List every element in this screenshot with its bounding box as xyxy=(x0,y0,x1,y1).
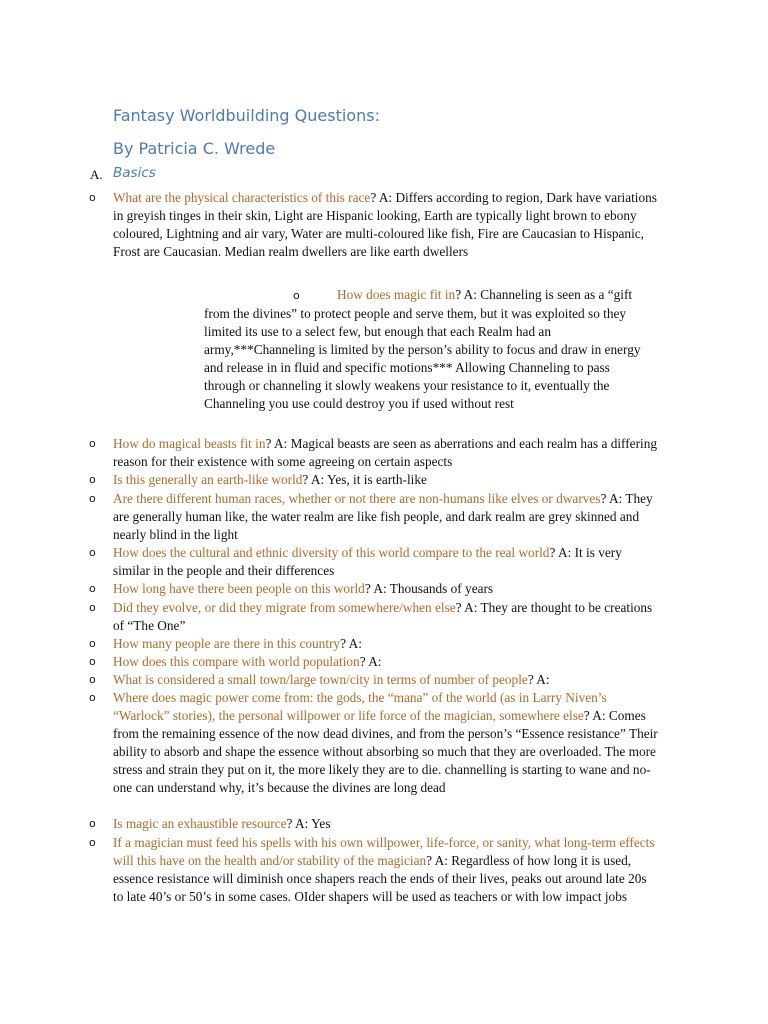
document-author: By Patricia C. Wrede xyxy=(113,139,276,158)
question-text: How long have there been people on this world xyxy=(113,581,365,596)
list-item xyxy=(89,189,658,261)
answer-text: ? A: xyxy=(359,654,382,669)
list-item xyxy=(89,653,658,671)
answer-text: ? A: Regardless of how long it is used, essence resistance will diminish once shapers reach the ends of their lives, peaks out around late 20s to late 40’s or 50’s in some cases. OIder shapers will be used as teachers or with low impact jobs xyxy=(113,853,647,904)
answer-text: ? A: xyxy=(527,672,550,687)
answer-text: ? A: Magical beasts are seen as aberrations and each realm has a differing reason for their existence with some agreeing on certain aspects xyxy=(113,436,657,469)
bullet-icon: o xyxy=(89,673,96,686)
list-item xyxy=(89,471,658,489)
list-item xyxy=(89,815,658,833)
bullet-icon: o xyxy=(89,492,96,505)
list-item xyxy=(89,544,658,580)
list-item xyxy=(89,599,658,635)
list-item xyxy=(89,580,658,598)
list-item xyxy=(89,635,658,653)
question-text: Did they evolve, or did they migrate from somewhere/when else xyxy=(113,600,456,615)
bullet-icon: o xyxy=(89,817,96,830)
list-item: o How does magic fit in? A: Channeling is seen as a “gift from the divines” to protect people and serve them, but it was exploited so they limited its use to a select few, but enough that each Realm had an army,***Channeling is limited by the person’s ability to focus and draw in energy and release in in fluid and specific motions*** Allowing Channeling to pass through or channeling it slowly weakens your resistance to it, eventually the Channeling you use could destroy you if used without rest xyxy=(204,287,641,411)
bullet-icon: o xyxy=(89,836,96,849)
question-text: Where does magic power come from: the gods, the “mana” of the world (as in Larry Niven’s “Warlock” stories), the personal willpower or life force of the magician, somewhere else xyxy=(113,690,607,723)
answer-text: ? A: It is very similar in the people and their differences xyxy=(113,545,622,578)
bullet-icon: o xyxy=(89,473,96,486)
bullet-icon: o xyxy=(89,546,96,559)
bullet-icon: o xyxy=(89,191,96,204)
list-item xyxy=(89,435,658,471)
answer-text: ? A: Differs according to region, Dark have variations in greyish tinges in their skin, Light are Hispanic looking, Earth are typically light brown to ebony coloured, Lightning and air vary, Water are multi-coloured like fish, Fire are Caucasian to Hispanic, Frost are Caucasian. Median realm dwellers are like earth dwellers xyxy=(113,190,657,259)
bullet-icon: o xyxy=(89,582,96,595)
section-marker: A. xyxy=(90,167,103,182)
answer-text: ? A: They are thought to be creations of “The One” xyxy=(113,600,653,633)
answer-text: ? A: Comes from the remaining essence of the now dead divines, and from the person’s “Essence resistance” Their ability to absorb and shape the essence without absorbing so much that they are overloaded. The more stress and strain they put on it, the more likely they are to die. channelling is starting to wane and no-one can understand why, it’s because the divines are long dead xyxy=(113,708,658,795)
bullet-icon: o xyxy=(89,437,96,450)
question-text: How do magical beasts fit in xyxy=(113,436,266,451)
question-text: How many people are there in this country xyxy=(113,636,341,651)
question-text: If a magician must feed his spells with his own willpower, life-force, or sanity, what long-term effects will this have on the health and/or stability of the magician xyxy=(113,835,655,868)
bullet-icon: o xyxy=(89,691,96,704)
answer-text: ? A: Thousands of years xyxy=(364,581,494,596)
question-text: How does this compare with world population xyxy=(113,654,360,669)
list-item xyxy=(89,689,658,797)
question-text: What is considered a small town/large town/city in terms of number of people xyxy=(113,672,528,687)
answer-text: ? A: Yes, it is earth-like xyxy=(302,472,427,487)
list-item xyxy=(89,671,658,689)
bullet-icon: o xyxy=(89,601,96,614)
section-heading: Basics xyxy=(113,165,156,181)
answer-text: ? A: Yes xyxy=(286,816,331,831)
bullet-icon: o xyxy=(89,637,96,650)
answer-text: ? A: They are generally human like, the water realm are like fish people, and dark realm are grey skinned and nearly blind in the light xyxy=(113,491,653,542)
question-text: Is magic an exhaustible resource xyxy=(113,816,287,831)
question-text: Are there different human races, whether or not there are non-humans like elves or dwarves xyxy=(113,491,601,506)
question-text: What are the physical characteristics of this race xyxy=(113,190,371,205)
bullet-icon: o xyxy=(89,655,96,668)
answer-text: ? A: Channeling is seen as a “gift from the divines” to protect people and serve them, but it was exploited so they limited its use to a select few, but enough that each Realm had an army,***Channeling is limited by the person’s ability to focus and draw in energy and release in in fluid and specific motions*** Allowing Channeling to pass through or channeling it slowly weakens your resistance to it, eventually the Channeling you use could destroy you if used without rest xyxy=(204,287,641,411)
question-text: How does the cultural and ethnic diversity of this world compare to the real world xyxy=(113,545,550,560)
list-item xyxy=(89,834,658,906)
list-item xyxy=(89,490,658,544)
question-text: Is this generally an earth-like world xyxy=(113,472,303,487)
answer-text: ? A: xyxy=(340,636,362,651)
question-text: How does magic fit in xyxy=(337,287,456,302)
document-title: Fantasy Worldbuilding Questions: xyxy=(113,106,380,125)
